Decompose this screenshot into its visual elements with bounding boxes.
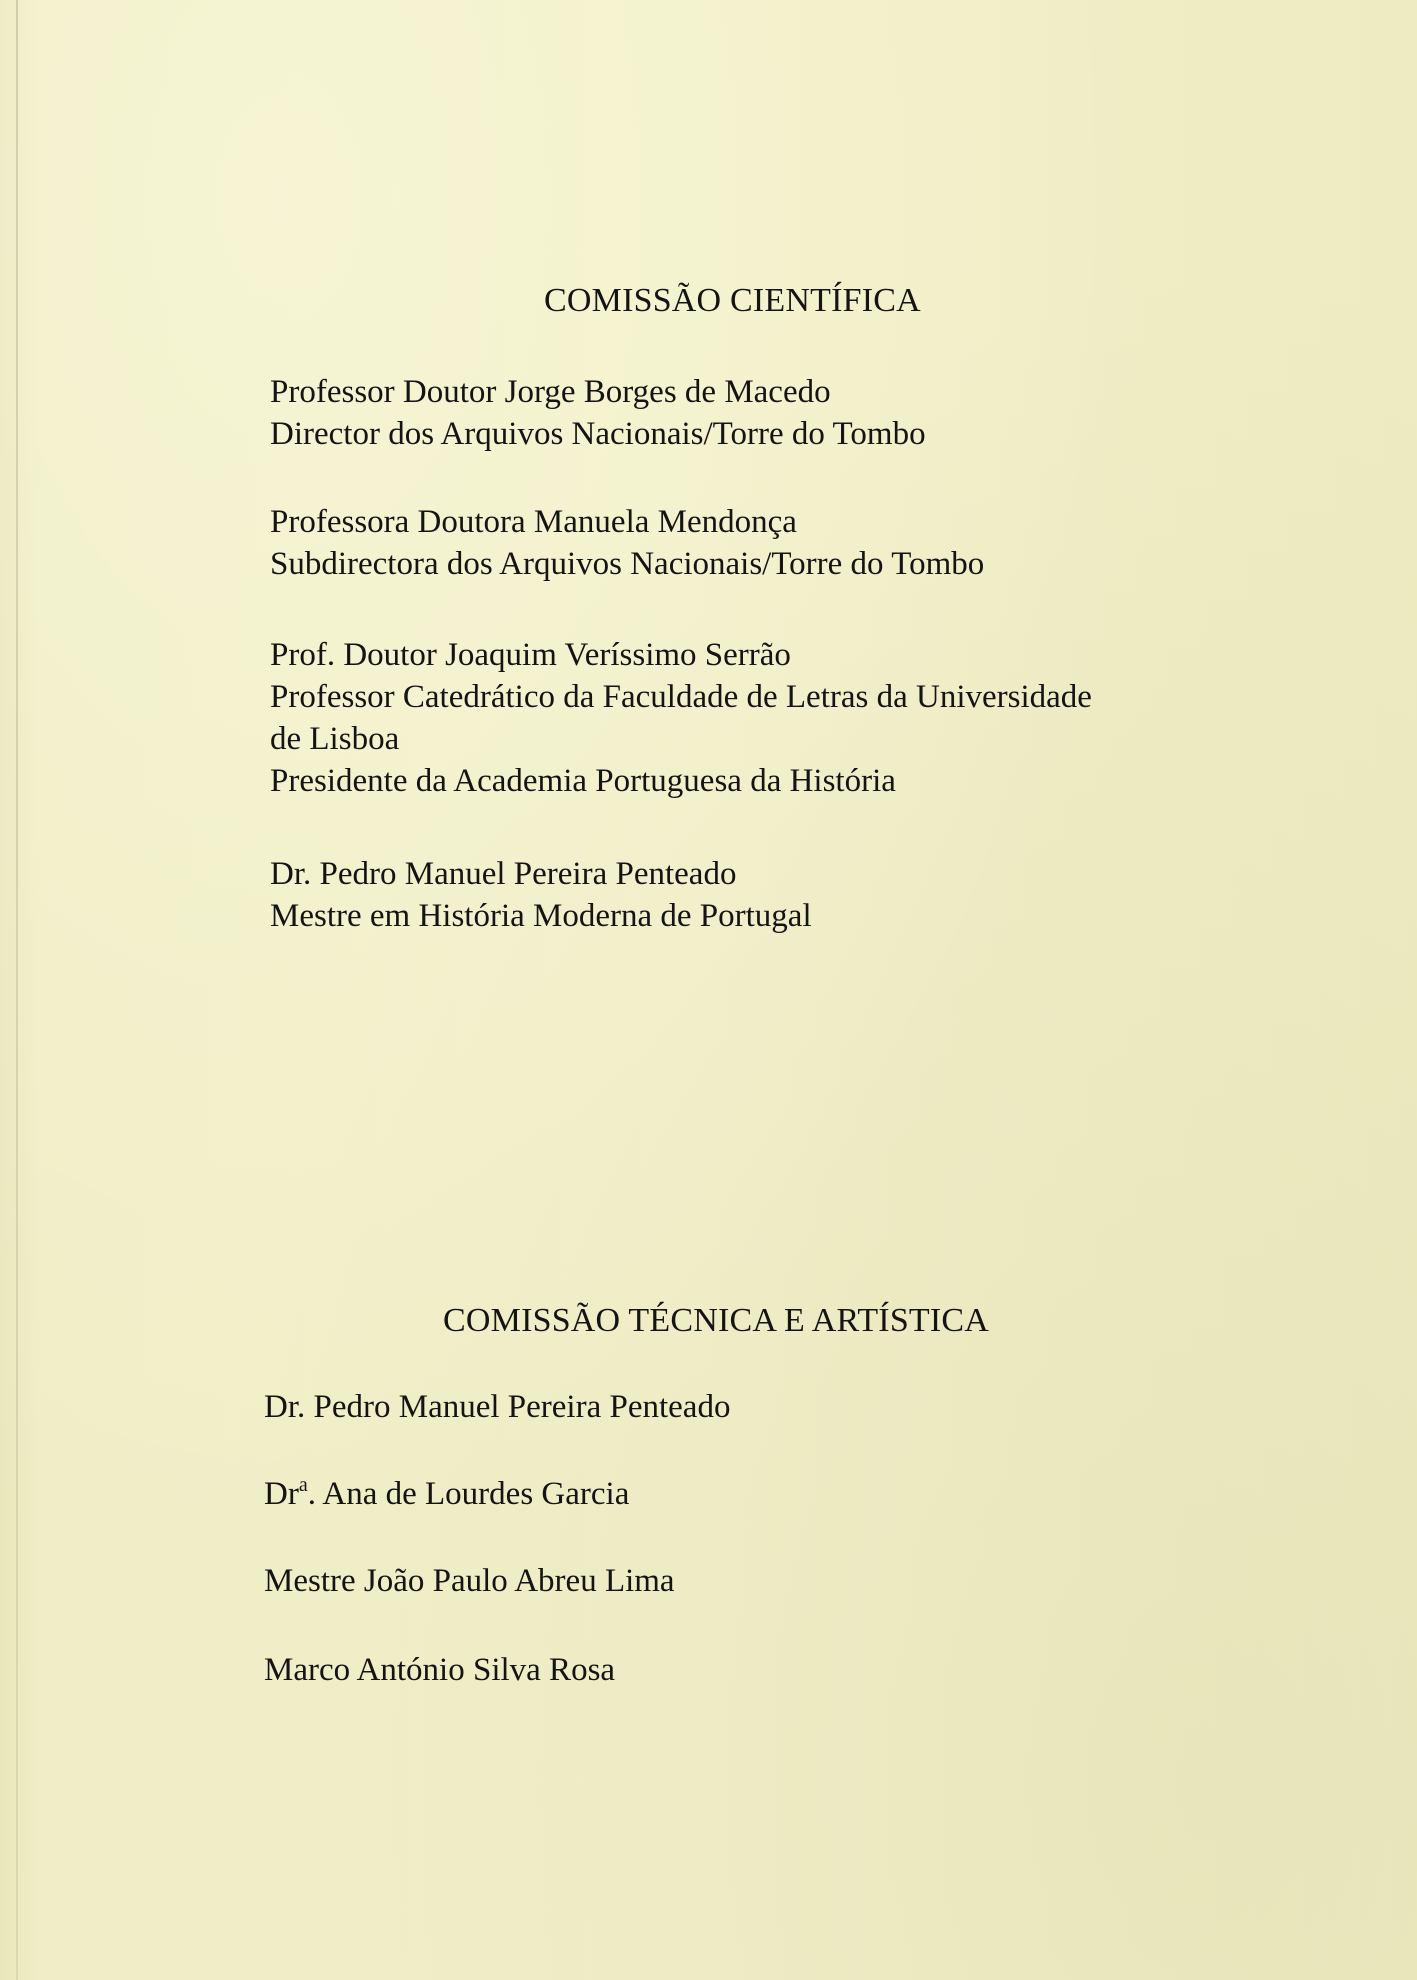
member-role: Professor Catedrático da Faculdade de Letras da Universidade: [270, 679, 1092, 715]
member-name: . Ana de Lourdes Garcia: [307, 1476, 630, 1512]
technical-member-3: [264, 1560, 675, 1602]
member-title-superscript: a: [298, 1474, 308, 1496]
scientific-member-4: [270, 853, 1270, 937]
member-name: Dr. Pedro Manuel Pereira Penteado: [264, 1389, 731, 1425]
member-role: Subdirectora dos Arquivos Nacionais/Torre do Tombo: [270, 546, 985, 582]
member-role: de Lisboa: [270, 721, 400, 757]
member-name: Marco António Silva Rosa: [264, 1652, 616, 1688]
member-role: Mestre em História Moderna de Portugal: [270, 898, 812, 934]
member-name: Professor Doutor Jorge Borges de Macedo: [270, 374, 831, 410]
member-name: Professora Doutora Manuela Mendonça: [270, 504, 797, 540]
binding-edge: [16, 0, 18, 1980]
member-name: Prof. Doutor Joaquim Veríssimo Serrão: [270, 637, 791, 673]
scientific-member-1: [270, 371, 1270, 455]
member-role: Director dos Arquivos Nacionais/Torre do Tombo: [270, 416, 926, 452]
scientific-committee-heading: COMISSÃO CIENTÍFICA: [544, 282, 921, 319]
member-name: Mestre João Paulo Abreu Lima: [264, 1563, 675, 1599]
technical-member-4: [264, 1649, 615, 1691]
technical-member-2: [264, 1473, 629, 1515]
scientific-member-3: [270, 634, 1270, 802]
technical-committee-heading: COMISSÃO TÉCNICA E ARTÍSTICA: [443, 1302, 990, 1339]
member-title: Dr: [264, 1476, 299, 1512]
member-role: Presidente da Academia Portuguesa da História: [270, 763, 896, 799]
member-name: Dr. Pedro Manuel Pereira Penteado: [270, 856, 737, 892]
scientific-member-2: [270, 501, 1270, 585]
technical-member-1: [264, 1386, 730, 1428]
